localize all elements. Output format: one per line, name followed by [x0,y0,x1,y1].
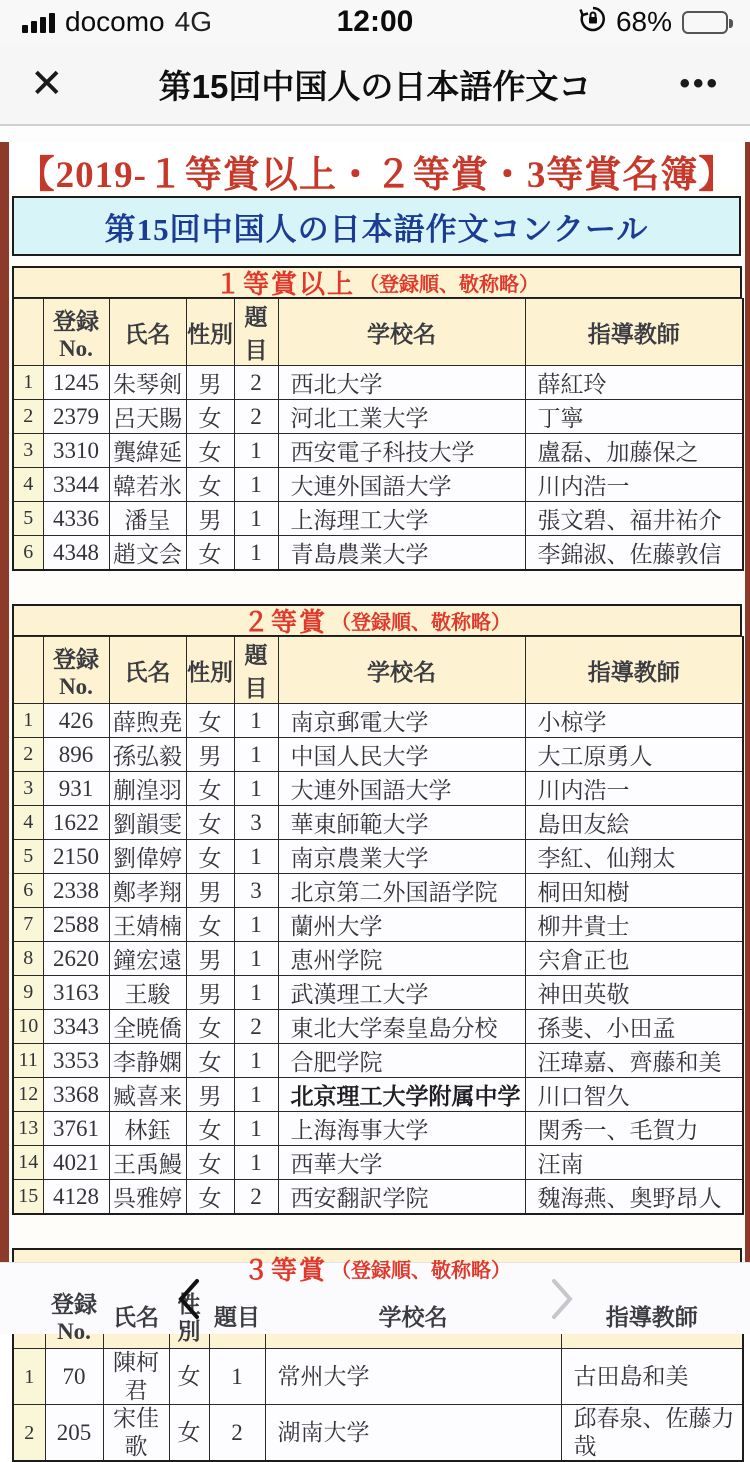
name-cell: 王駿 [109,976,186,1010]
col-reg-no: 登録No. [43,299,109,366]
gender-cell: 女 [186,840,234,874]
name-cell: 宋佳歌 [103,1405,169,1462]
topic-cell: 1 [234,908,278,942]
topic-cell: 1 [234,840,278,874]
school-cell: 西安翻訳学院 [278,1180,525,1215]
teacher-cell: 島田友絵 [525,806,743,840]
col-blank [13,299,43,366]
teacher-cell: 川内浩一 [525,772,743,806]
gender-cell: 男 [186,942,234,976]
table-row [13,434,743,468]
section-title: １等賞以上 [214,270,355,299]
table-row [13,1112,743,1146]
reg-no-cell: 2588 [43,908,109,942]
teacher-cell: 古田島和美 [561,1349,743,1405]
row-number-cell: 2 [13,1405,45,1462]
gender-cell: 女 [169,1349,209,1405]
gender-cell: 女 [186,1180,234,1215]
teacher-cell: 丁寧 [525,400,743,434]
section-note: （登録順、敬称略） [331,612,511,634]
reg-no-cell: 4128 [43,1180,109,1215]
topic-cell: 1 [234,738,278,772]
school-cell: 湖南大学 [265,1405,561,1462]
reg-no-cell: 205 [45,1405,103,1462]
header-row [13,299,743,366]
topic-cell: 1 [234,704,278,738]
table-row [13,874,743,908]
col-blank [13,637,43,704]
teacher-cell: 李紅、仙翔太 [525,840,743,874]
teacher-cell: 川内浩一 [525,468,743,502]
col-gender: 性別 [186,637,234,704]
row-number-cell: 12 [13,1078,43,1112]
school-cell: 青島農業大学 [278,536,525,571]
topic-cell: 1 [234,1146,278,1180]
name-cell: 呂天賜 [109,400,186,434]
signal-bars-icon [22,11,55,33]
col-teacher: 指導教師 [525,299,743,366]
gender-cell: 女 [186,434,234,468]
header-row [13,637,743,704]
forward-button[interactable] [375,1277,750,1321]
school-cell: 常州大学 [265,1349,561,1405]
gender-cell: 女 [186,1044,234,1078]
name-cell: 薛煦尭 [109,704,186,738]
school-cell: 華東師範大学 [278,806,525,840]
row-number-cell: 1 [13,366,43,400]
school-cell: 東北大学秦皇島分校 [278,1010,525,1044]
table-row [13,840,743,874]
network-type-label: 4G [174,6,212,37]
section-title: ３等賞 [242,1256,327,1285]
teacher-cell: 汪南 [525,1146,743,1180]
school-cell: 上海理工大学 [278,502,525,536]
name-cell: 王禹鰻 [109,1146,186,1180]
contest-title: 第15回中国人の日本語作文コンクール [104,211,649,247]
teacher-cell: 薛紅玲 [525,366,743,400]
school-cell: 南京農業大学 [278,840,525,874]
table-row [13,1180,743,1215]
school-cell: 河北工業大学 [278,400,525,434]
row-number-cell: 6 [13,874,43,908]
teacher-cell: 小椋学 [525,704,743,738]
gender-cell: 女 [186,908,234,942]
reg-no-cell: 70 [45,1349,103,1405]
col-teacher: 指導教師 [525,637,743,704]
topic-cell: 1 [234,942,278,976]
reg-no-cell: 931 [43,772,109,806]
teacher-cell: 盧磊、加藤保之 [525,434,743,468]
topic-cell: 1 [234,1078,278,1112]
reg-no-cell: 3368 [43,1078,109,1112]
gender-cell: 女 [186,400,234,434]
topic-cell: 1 [234,502,278,536]
reg-no-cell: 4336 [43,502,109,536]
topic-cell: 2 [234,400,278,434]
col-gender: 性別 [186,299,234,366]
chevron-left-icon [173,1277,203,1321]
teacher-cell: 汪瑋嘉、齊藤和美 [525,1044,743,1078]
battery-percent-label: 68% [615,6,672,37]
name-cell: 劉韻雯 [109,806,186,840]
topic-cell: 3 [234,874,278,908]
table-row [13,366,743,400]
document-sheet [9,142,745,1459]
teacher-cell: 神田英敬 [525,976,743,1010]
page-title: 第15回中国人の日本語作文コ [158,67,592,105]
section-note: （登録順、敬称略） [359,274,539,296]
teacher-cell: 桐田知樹 [525,874,743,908]
reg-no-cell: 2620 [43,942,109,976]
teacher-cell: 李錦淑、佐藤敦信 [525,536,743,571]
gender-cell: 女 [186,704,234,738]
table-row [13,1044,743,1078]
school-cell: 西安電子科技大学 [278,434,525,468]
table-row [13,1078,743,1112]
gender-cell: 女 [186,1010,234,1044]
back-button[interactable] [0,1277,375,1321]
gender-cell: 女 [186,806,234,840]
topic-cell: 1 [234,976,278,1010]
table-row [13,1146,743,1180]
row-number-cell: 10 [13,1010,43,1044]
row-number-cell: 8 [13,942,43,976]
reg-no-cell: 3163 [43,976,109,1010]
topic-cell: 2 [234,366,278,400]
reg-no-cell: 3761 [43,1112,109,1146]
table-row [13,738,743,772]
topic-cell: 1 [234,468,278,502]
rotation-lock-icon [580,6,606,39]
school-cell: 合肥学院 [278,1044,525,1078]
school-cell: 南京郵電大学 [278,704,525,738]
topic-cell: 2 [234,1180,278,1215]
more-menu-icon[interactable]: ••• [679,67,720,100]
status-bar [0,0,750,44]
topic-cell: 1 [234,536,278,571]
name-cell: 韓若氷 [109,468,186,502]
col-reg-no: 登録No. [45,1289,103,1349]
school-cell: 恵州学院 [278,942,525,976]
name-cell: 臧喜来 [109,1078,186,1112]
gender-cell: 女 [169,1405,209,1462]
section-note: （登録順、敬称略） [331,1260,511,1282]
teacher-cell: 柳井貴士 [525,908,743,942]
col-school: 学校名 [278,637,525,704]
reg-no-cell: 426 [43,704,109,738]
name-cell: 林鈺 [109,1112,186,1146]
reg-no-cell: 1622 [43,806,109,840]
reg-no-cell: 4021 [43,1146,109,1180]
section-title: ２等賞 [242,608,327,637]
table-row [13,502,743,536]
col-topic: 題目 [209,1289,265,1349]
section-header-first-prize [12,266,742,298]
name-cell: 朱琴剣 [109,366,186,400]
name-cell: 鐘宏遠 [109,942,186,976]
top-gap [0,126,750,142]
battery-icon [682,11,728,34]
browser-navbar [0,44,750,126]
row-number-cell: 1 [13,1349,45,1405]
table-row [13,704,743,738]
row-number-cell: 14 [13,1146,43,1180]
gender-cell: 女 [186,772,234,806]
carrier-label: docomo [65,6,165,37]
close-icon[interactable]: ✕ [30,62,64,106]
table-second-prize [9,604,745,1215]
teacher-cell: 孫斐、小田孟 [525,1010,743,1044]
table-first-prize [9,266,745,571]
chevron-right-icon [548,1277,578,1321]
name-cell: 蒯湟羽 [109,772,186,806]
col-topic: 題目 [234,637,278,704]
reg-no-cell: 2379 [43,400,109,434]
col-topic: 題目 [234,299,278,366]
col-name: 氏名 [103,1289,169,1349]
school-cell: 大連外国語大学 [278,468,525,502]
topic-cell: 1 [234,1044,278,1078]
row-number-cell: 5 [13,840,43,874]
row-number-cell: 9 [13,976,43,1010]
topic-cell: 3 [234,806,278,840]
name-cell: 呉雅婷 [109,1180,186,1215]
table-row [13,772,743,806]
topic-cell: 1 [234,1112,278,1146]
reg-no-cell: 1245 [43,366,109,400]
gender-cell: 男 [186,976,234,1010]
row-number-cell: 1 [13,704,43,738]
gender-cell: 男 [186,874,234,908]
name-cell: 全暁僑 [109,1010,186,1044]
gender-cell: 男 [186,738,234,772]
teacher-cell: 宍倉正也 [525,942,743,976]
table-row [13,1349,743,1405]
name-cell: 潘呈 [109,502,186,536]
row-number-cell: 6 [13,536,43,571]
gender-cell: 男 [186,366,234,400]
school-cell: 上海海事大学 [278,1112,525,1146]
school-cell: 西華大学 [278,1146,525,1180]
gender-cell: 男 [186,502,234,536]
banner-title: 【2019-１等賞以上・２等賞・3等賞名簿】 [9,142,745,188]
gender-cell: 女 [186,1146,234,1180]
row-number-cell: 4 [13,806,43,840]
clock-label: 12:00 [336,5,414,38]
name-cell: 王婧楠 [109,908,186,942]
gender-cell: 男 [186,1078,234,1112]
reg-no-cell: 4348 [43,536,109,571]
teacher-cell: 張文碧、福井祐介 [525,502,743,536]
name-cell: 龔緯延 [109,434,186,468]
gender-cell: 女 [186,1112,234,1146]
reg-no-cell: 2150 [43,840,109,874]
name-cell: 李静嫻 [109,1044,186,1078]
reg-no-cell: 3310 [43,434,109,468]
school-cell: 中国人民大学 [278,738,525,772]
teacher-cell: 関秀一、毛賀力 [525,1112,743,1146]
school-cell: 武漢理工大学 [278,976,525,1010]
row-number-cell: 2 [13,738,43,772]
name-cell: 鄭孝翔 [109,874,186,908]
row-number-cell: 3 [13,772,43,806]
table-row [13,400,743,434]
row-number-cell: 5 [13,502,43,536]
col-gender: 性別 [169,1289,209,1349]
row-number-cell: 11 [13,1044,43,1078]
row-number-cell: 7 [13,908,43,942]
school-cell: 北京理工大学附属中学 [278,1078,525,1112]
table-row [13,468,743,502]
table-row [13,806,743,840]
col-name: 氏名 [109,299,186,366]
topic-cell: 2 [234,1010,278,1044]
table-row [13,1405,743,1462]
table-row [13,976,743,1010]
school-cell: 西北大学 [278,366,525,400]
school-cell: 大連外国語大学 [278,772,525,806]
section-header-second-prize [12,604,742,636]
teacher-cell: 川口智久 [525,1078,743,1112]
col-teacher: 指導教師 [561,1289,743,1349]
table-row [13,536,743,571]
teacher-cell: 大工原勇人 [525,738,743,772]
reg-no-cell: 3344 [43,468,109,502]
page-content [0,142,750,1459]
topic-cell: 1 [209,1349,265,1405]
name-cell: 趙文会 [109,536,186,571]
col-school: 学校名 [265,1289,561,1349]
reg-no-cell: 3353 [43,1044,109,1078]
gender-cell: 女 [186,468,234,502]
table-row [13,1010,743,1044]
teacher-cell: 魏海燕、奥野昂人 [525,1180,743,1215]
row-number-cell: 4 [13,468,43,502]
name-cell: 孫弘毅 [109,738,186,772]
col-school: 学校名 [278,299,525,366]
row-number-cell: 13 [13,1112,43,1146]
row-number-cell: 2 [13,400,43,434]
reg-no-cell: 896 [43,738,109,772]
topic-cell: 1 [234,434,278,468]
name-cell: 陳柯君 [103,1349,169,1405]
topic-cell: 2 [209,1405,265,1462]
school-cell: 北京第二外国語学院 [278,874,525,908]
contest-title-box [12,196,741,256]
table-row [13,908,743,942]
name-cell: 劉偉婷 [109,840,186,874]
reg-no-cell: 2338 [43,874,109,908]
topic-cell: 1 [234,772,278,806]
col-name: 氏名 [109,637,186,704]
row-number-cell: 3 [13,434,43,468]
row-number-cell: 15 [13,1180,43,1215]
teacher-cell: 邱春泉、佐藤力哉 [561,1405,743,1462]
gender-cell: 女 [186,536,234,571]
col-reg-no: 登録No. [43,637,109,704]
table-row [13,942,743,976]
reg-no-cell: 3343 [43,1010,109,1044]
school-cell: 蘭州大学 [278,908,525,942]
